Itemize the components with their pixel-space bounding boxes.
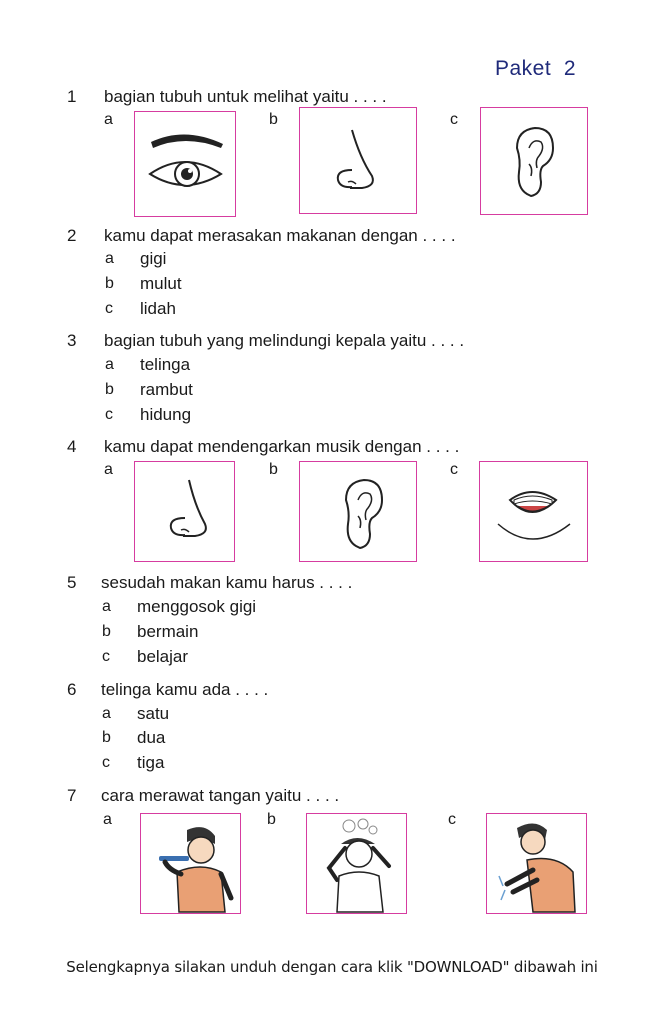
q2-option-c-letter: c — [105, 300, 113, 317]
q3-option-b-letter: b — [105, 381, 114, 398]
nose-icon — [300, 108, 416, 213]
question-3-number: 3 — [67, 331, 77, 350]
q6-option-c-letter: c — [102, 754, 110, 771]
q7-option-c-letter: c — [448, 811, 456, 828]
q7-option-a-letter: a — [103, 811, 112, 828]
q2-option-c-text[interactable]: lidah — [140, 299, 176, 318]
question-2-text: kamu dapat merasakan makanan dengan . . . . — [104, 226, 456, 245]
page-title: Paket 2 — [495, 57, 577, 80]
q3-option-a-text[interactable]: telinga — [140, 355, 191, 374]
q6-option-a-text[interactable]: satu — [137, 704, 170, 723]
q7-option-b-image[interactable] — [306, 813, 407, 914]
q5-option-b-letter: b — [102, 623, 111, 640]
boy-washing-hands-icon — [487, 814, 586, 913]
download-instruction: Selengkapnya silakan unduh dengan cara klik "DOWNLOAD" dibawah ini — [66, 958, 598, 976]
q3-option-b-text[interactable]: rambut — [140, 380, 193, 399]
q4-option-c-letter: c — [450, 461, 458, 478]
question-5-text: sesudah makan kamu harus . . . . — [101, 573, 353, 592]
q5-option-c-text[interactable]: belajar — [137, 647, 189, 666]
q1-option-c-letter: c — [450, 111, 458, 128]
q6-option-a-letter: a — [102, 705, 111, 722]
q2-option-b-text[interactable]: mulut — [140, 274, 182, 293]
question-7-text: cara merawat tangan yaitu . . . . — [101, 786, 340, 805]
q5-option-a-letter: a — [102, 598, 111, 615]
q4-option-a-letter: a — [104, 461, 113, 478]
q3-option-c-text[interactable]: hidung — [140, 405, 192, 424]
q1-option-a-image[interactable] — [134, 111, 236, 217]
question-7-number: 7 — [67, 786, 77, 805]
q4-option-a-image[interactable] — [134, 461, 235, 562]
boy-brushing-teeth-icon — [141, 814, 240, 913]
q3-option-c-letter: c — [105, 406, 113, 423]
question-1-text: bagian tubuh untuk melihat yaitu . . . . — [104, 87, 387, 106]
q2-option-a-text[interactable]: gigi — [140, 249, 167, 268]
q1-option-a-letter: a — [104, 111, 113, 128]
nose-icon — [135, 462, 234, 561]
question-2-number: 2 — [67, 226, 77, 245]
q5-option-b-text[interactable]: bermain — [137, 622, 199, 641]
q7-option-c-image[interactable] — [486, 813, 587, 914]
q5-option-a-text[interactable]: menggosok gigi — [137, 597, 257, 616]
q7-option-a-image[interactable] — [140, 813, 241, 914]
q1-option-b-letter: b — [269, 111, 278, 128]
question-6-number: 6 — [67, 680, 77, 699]
q6-option-c-text[interactable]: tiga — [137, 753, 165, 772]
q2-option-b-letter: b — [105, 275, 114, 292]
boy-washing-hair-icon — [307, 814, 406, 913]
q1-option-c-image[interactable] — [480, 107, 588, 215]
mouth-icon — [480, 462, 587, 561]
q6-option-b-text[interactable]: dua — [137, 728, 166, 747]
eye-icon — [135, 112, 235, 216]
q4-option-c-image[interactable] — [479, 461, 588, 562]
q2-option-a-letter: a — [105, 250, 114, 267]
ear-icon — [300, 462, 416, 561]
q6-option-b-letter: b — [102, 729, 111, 746]
question-6-text: telinga kamu ada . . . . — [101, 680, 269, 699]
question-3-text: bagian tubuh yang melindungi kepala yaitu . . . . — [104, 331, 465, 350]
q4-option-b-image[interactable] — [299, 461, 417, 562]
question-4-text: kamu dapat mendengarkan musik dengan . . . . — [104, 437, 460, 456]
q7-option-b-letter: b — [267, 811, 276, 828]
q1-option-b-image[interactable] — [299, 107, 417, 214]
q5-option-c-letter: c — [102, 648, 110, 665]
q4-option-b-letter: b — [269, 461, 278, 478]
q3-option-a-letter: a — [105, 356, 114, 373]
question-1-number: 1 — [67, 87, 77, 106]
ear-icon — [481, 108, 587, 214]
question-5-number: 5 — [67, 573, 77, 592]
question-4-number: 4 — [67, 437, 77, 456]
